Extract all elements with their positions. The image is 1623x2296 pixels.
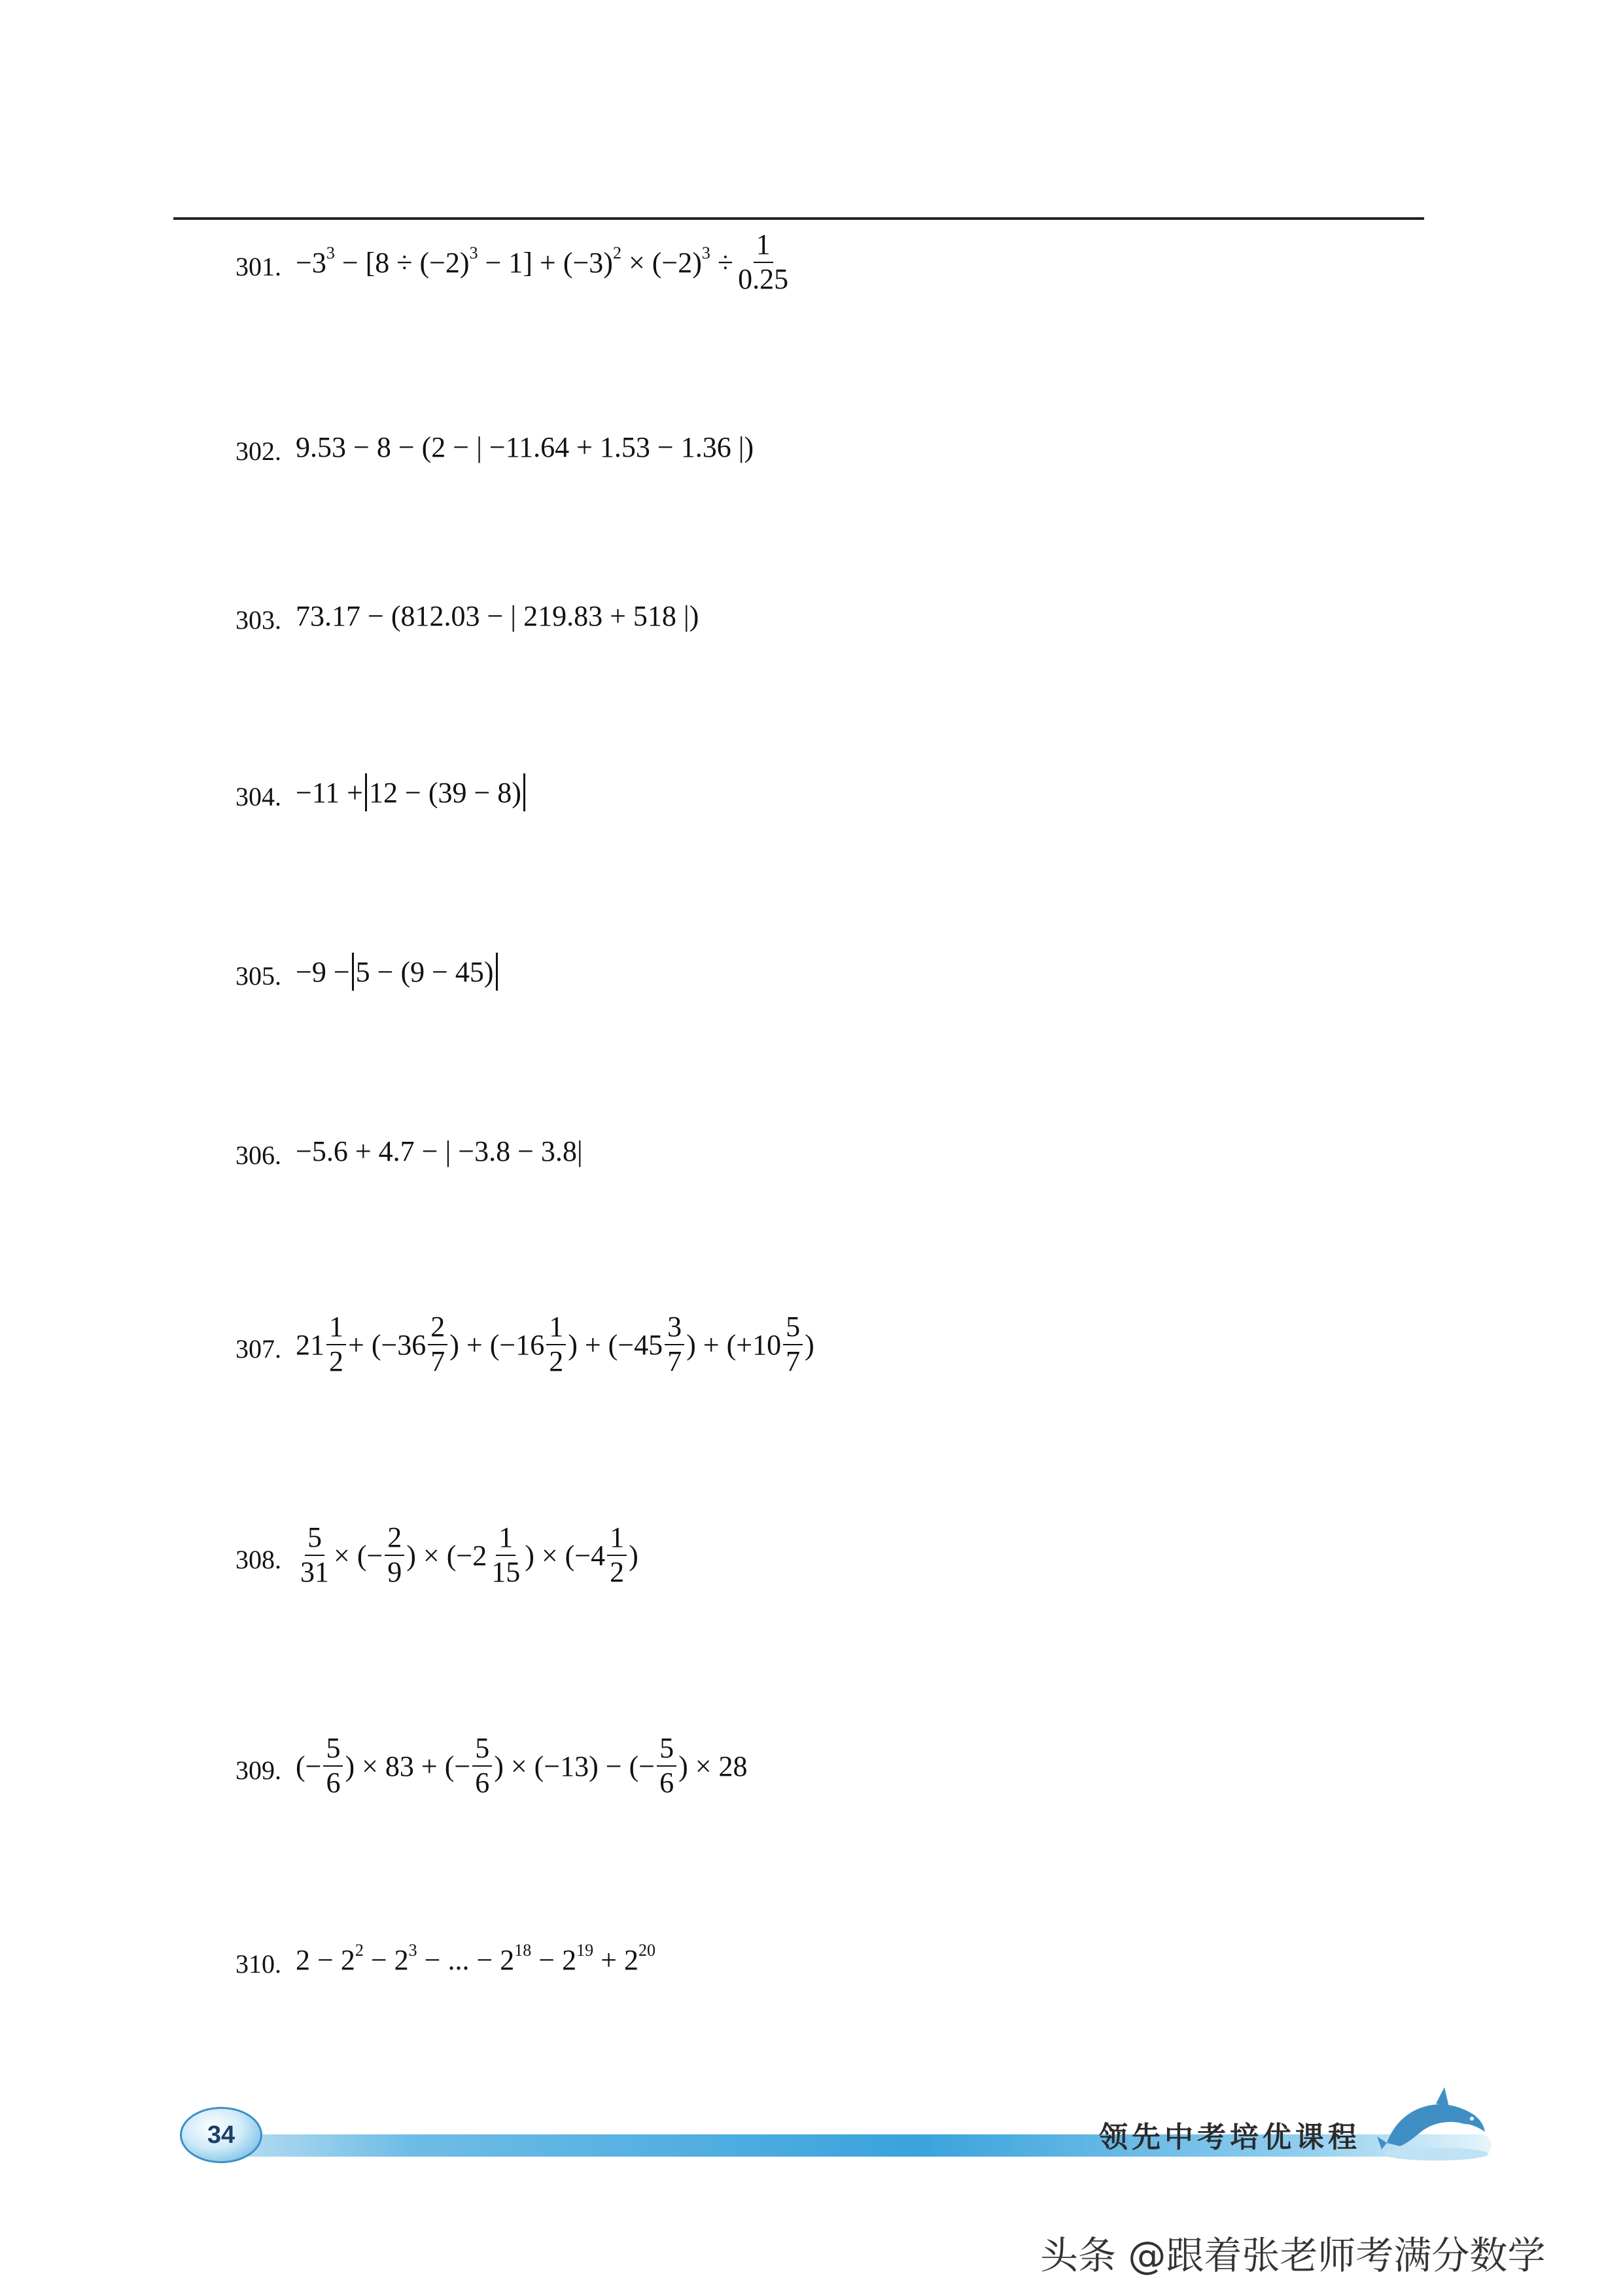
page-number: 34: [207, 2121, 236, 2149]
problem-number: 304.: [236, 781, 281, 811]
problem-number: 309.: [236, 1755, 281, 1785]
fraction: $\frac{1}{2}$: [607, 1521, 627, 1589]
problem-expression: (− $\frac{5}{6}$ ) × 83 + (− $\frac{5}{6}$ ) × (−13) − (− $\frac{5}{6}$ ) × 28: [296, 1732, 748, 1799]
problem-expression: −5.6 + 4.7 − | −3.8 − 3.8|: [296, 1135, 583, 1167]
abs-bar: [496, 953, 498, 991]
problem-307: [236, 1302, 814, 1387]
fraction: $\frac{5}{6}$: [472, 1732, 492, 1799]
problem-number: 303.: [236, 605, 281, 635]
abs-bar: [365, 773, 367, 811]
fraction: $\frac{1}{2}$: [546, 1311, 566, 1378]
fraction: $\frac{5}{7}$: [783, 1311, 803, 1378]
fraction: $\frac{1}{0.25}$: [738, 228, 789, 295]
problem-number: 301.: [236, 251, 281, 281]
problem-expression: 2 − 2 $^2$ − 2 $^3$ − ... − 2 $^{18}$ − 2 $^{19}$ + 2 $^{20}$: [296, 1941, 655, 1976]
problem-301: [236, 220, 793, 305]
problem-306: [236, 1108, 583, 1193]
problem-309: [236, 1723, 748, 1809]
problem-expression: 73.17 − (812.03 − | 219.83 + 518 |): [296, 599, 699, 632]
problem-number: 305.: [236, 961, 281, 991]
problem-number: 306.: [236, 1140, 281, 1170]
problem-number: 310.: [236, 1949, 281, 1979]
page-number-bubble: [180, 2107, 262, 2163]
fraction: $\frac{5}{6}$: [323, 1732, 343, 1799]
problem-305: [236, 929, 500, 1014]
fraction: $\frac{1}{15}$: [491, 1521, 521, 1588]
dolphin-icon: [1374, 2081, 1492, 2166]
problem-expression: $\frac{5}{31}$ × (− $\frac{2}{9}$ ) × (−2 $\frac{1}{15}$ ) × (−4 $\frac{1}{2}$ ): [296, 1521, 638, 1589]
problem-expression: −9 − 5 − (9 − 45): [296, 953, 500, 991]
problem-302: [236, 404, 754, 489]
fraction: $\frac{1}{2}$: [326, 1311, 346, 1378]
problem-number: 302.: [236, 436, 281, 466]
abs-bar: [523, 773, 525, 811]
problem-303: [236, 573, 699, 658]
fraction: $\frac{2}{9}$: [385, 1521, 404, 1589]
problem-308: [236, 1513, 638, 1598]
problem-expression: 21 $\frac{1}{2}$ + (−36 $\frac{2}{7}$ ) + (−16 $\frac{1}{2}$ ) + (−45 $\frac{3}{7}$ ) + (+10 $\frac{5}{7}$ ): [296, 1311, 814, 1377]
fraction: $\frac{3}{7}$: [665, 1311, 684, 1378]
fraction: $\frac{5}{6}$: [657, 1732, 676, 1799]
fraction: $\frac{5}{31}$: [300, 1521, 329, 1588]
abs-bar: [352, 953, 354, 991]
watermark: 头条 @跟着张老师考满分数学: [1040, 2233, 1546, 2278]
problem-310: [236, 1917, 655, 2002]
series-name: 领先中考培优课程: [1099, 2121, 1361, 2154]
problem-304: [236, 750, 527, 835]
problem-number: 307.: [236, 1333, 281, 1364]
problem-expression: −3 $^3$ − [8 ÷ (−2) $^3$ − 1] + (−3) $^2$ × (−2) $^3$ ÷ $\frac{1}{0.25}$: [296, 228, 793, 296]
problem-expression: −11 + 12 − (39 − 8): [296, 773, 527, 811]
problem-number: 308.: [236, 1544, 281, 1574]
fraction: $\frac{2}{7}$: [428, 1311, 447, 1378]
problem-expression: 9.53 − 8 − (2 − | −11.64 + 1.53 − 1.36 |): [296, 431, 754, 463]
